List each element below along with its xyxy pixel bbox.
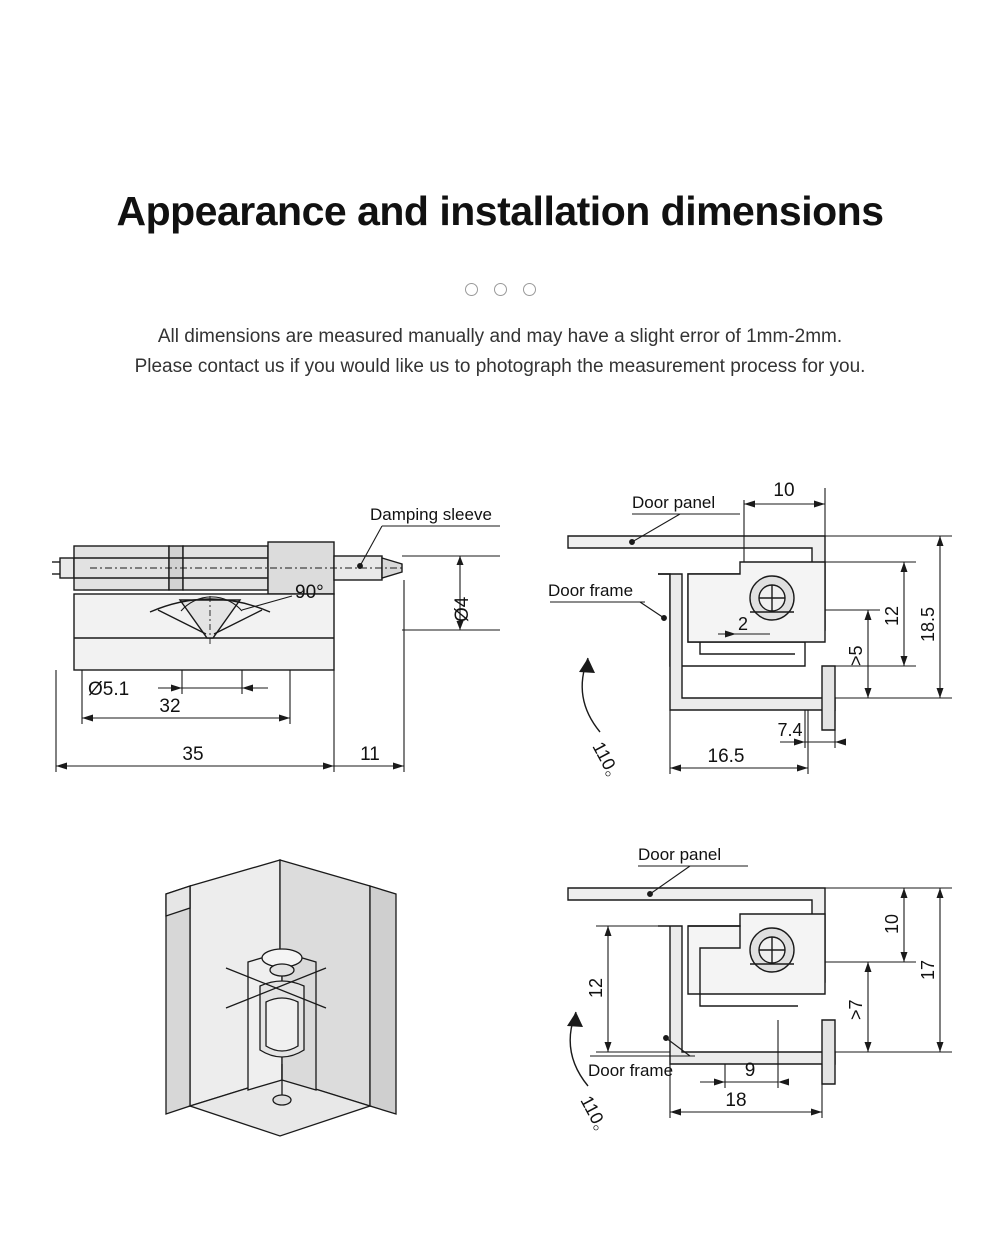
label-door-panel-lower: Door panel (638, 845, 722, 864)
installation-section-lower (540, 830, 970, 1160)
label-dim-10-upper: 10 (773, 480, 795, 501)
measurement-note-line-2: Please contact us if you would like us to photograph the measurement process for you. (134, 356, 866, 377)
label-dia-4: Ø4 (452, 596, 473, 622)
label-dim-17: 17 (918, 959, 938, 980)
dot-3 (523, 283, 536, 296)
hinge-side-view (30, 470, 530, 830)
label-dim-2: 2 (738, 614, 749, 634)
dot-2 (494, 283, 507, 296)
label-dim-12-lower: 12 (586, 977, 606, 998)
label-dim-12-upper: 12 (882, 605, 902, 626)
label-angle-110-lower: 110。 (576, 1092, 617, 1144)
measurement-note-line-1: All dimensions are measured manually and may have a slight error of 1mm-2mm. (157, 326, 843, 347)
dot-separator (0, 283, 1000, 296)
label-angle-90: 90° (295, 582, 324, 603)
label-len-32: 32 (159, 696, 181, 717)
label-dim-7-4: 7.4 (777, 720, 803, 740)
label-door-frame-upper: Door frame (548, 581, 634, 600)
label-door-panel-upper: Door panel (632, 493, 716, 512)
label-dim-10-lower: 10 (882, 913, 902, 934)
label-angle-110-upper: 110。 (588, 738, 629, 790)
label-dim-9: 9 (744, 1060, 756, 1081)
page-title: Appearance and installation dimensions (116, 188, 884, 234)
measurement-note (0, 322, 1000, 382)
label-dim-16-5: 16.5 (707, 746, 745, 767)
label-dia-5-1: Ø5.1 (88, 679, 130, 700)
figures-area (0, 470, 1000, 1170)
label-dim-gt7: >7 (846, 999, 866, 1020)
dot-1 (465, 283, 478, 296)
label-len-35: 35 (182, 744, 204, 765)
label-dim-18: 18 (725, 1090, 747, 1111)
label-damping-sleeve: Damping sleeve (370, 505, 492, 524)
label-dim-18-5: 18.5 (918, 606, 938, 642)
label-len-11: 11 (360, 744, 380, 765)
label-dim-gt5: >5 (846, 645, 866, 666)
installation-section-upper (540, 470, 970, 830)
label-door-frame-lower: Door frame (588, 1061, 674, 1080)
hinge-3d-installed-view (130, 850, 460, 1180)
